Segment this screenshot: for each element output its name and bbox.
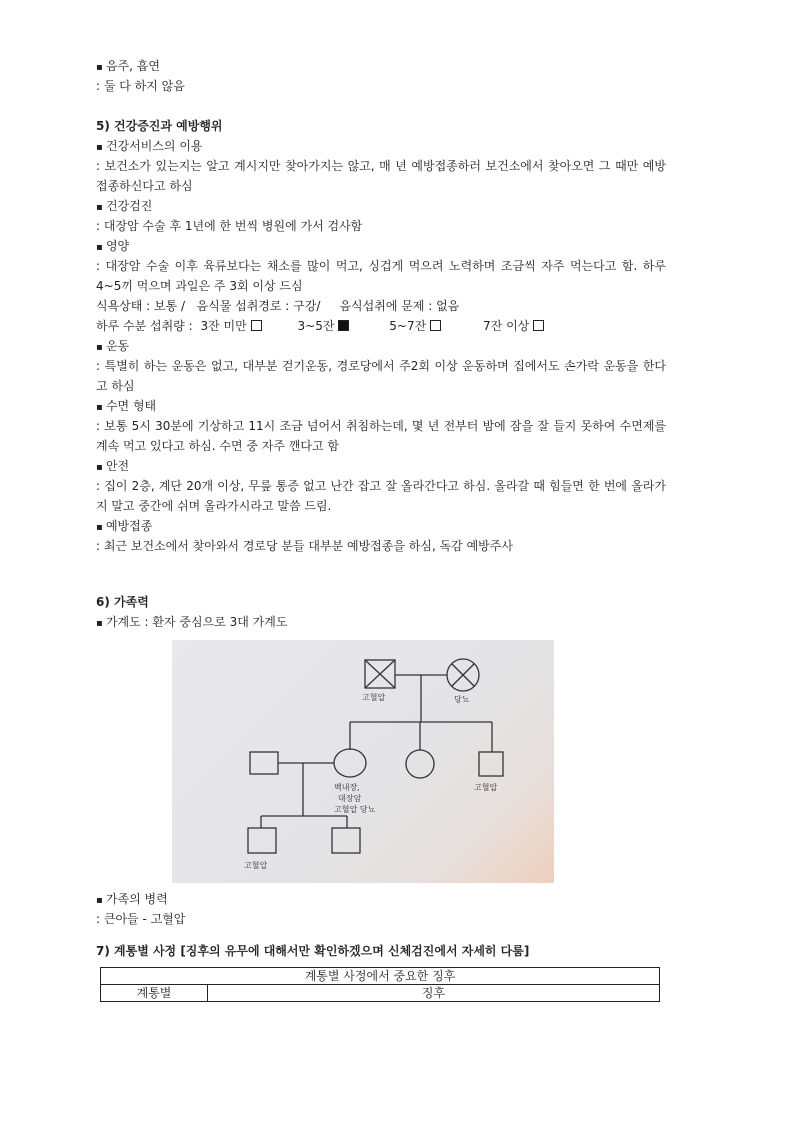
vaccine-label: ▪ 예방접종: [96, 516, 666, 536]
checkbox-icon: [430, 320, 441, 331]
checkup-label: ▪ 건강검진: [96, 196, 666, 216]
checkup-text: : 대장암 수술 후 1년에 한 번씩 병원에 가서 검사함: [96, 219, 363, 233]
water-option-1: [200, 319, 261, 333]
nutrition-text: : 대장암 수술 이후 육류보다는 채소를 많이 먹고, 싱겁게 먹으려 노력하며 조금씩 자주 먹는다고 함. 하루 4~5끼 먹으며 과일은 주 3회 이상 드심: [96, 259, 666, 293]
brother-symbol: [479, 752, 503, 776]
health-service-text: : 보건소가 있는지는 알고 계시지만 찾아가지는 않고, 매 년 예방접종하러 보건소에서 찾아오면 그 때만 예방접종하신다고 하심: [96, 159, 666, 193]
genogram-drawing: [172, 640, 554, 883]
sister-symbol: [406, 750, 434, 778]
water-intake-line: [96, 316, 666, 336]
family-history-label: ▪ 가족의 병력: [96, 889, 666, 909]
water-option-text: 7잔 이상: [483, 319, 530, 333]
checked-box-icon: [338, 320, 349, 331]
genogram-label: ▪ 가계도 : 환자 중심으로 3대 가계도: [96, 612, 666, 632]
section-5-title: 5) 건강증진과 예방행위: [96, 119, 223, 133]
health-service-label: ▪ 건강서비스의 이용: [96, 136, 666, 156]
exercise-label: ▪ 운동: [96, 336, 666, 356]
safety-label: ▪ 안전: [96, 456, 666, 476]
grandfather-note: 고혈압: [362, 693, 386, 702]
water-intake-label: 하루 수분 섭취량 :: [96, 319, 193, 333]
checkbox-icon: [533, 320, 544, 331]
water-option-3: [389, 319, 441, 333]
sleep-label: ▪ 수면 형태: [96, 396, 666, 416]
systems-table: [100, 967, 660, 1002]
water-option-text: 5~7잔: [389, 319, 427, 333]
patient-note-1: 백내장,: [334, 783, 360, 792]
husband-symbol: [250, 752, 278, 774]
drink-smoke-label: ▪ 음주, 흡연: [96, 56, 666, 76]
document-page: [96, 56, 666, 1002]
drink-smoke-text: : 둘 다 하지 않음: [96, 79, 185, 93]
water-option-2: [298, 319, 350, 333]
son-note: 고혈압: [244, 861, 268, 870]
nutrition-label: ▪ 영양: [96, 236, 666, 256]
patient-note-3: 고혈압 당뇨: [334, 805, 376, 814]
vaccine-text: : 최근 보건소에서 찾아와서 경로당 분들 대부분 예방접종을 하심, 독감 예방주사: [96, 539, 513, 553]
section-6-title: 6) 가족력: [96, 595, 149, 609]
patient-note-2: 대장암: [338, 794, 362, 803]
patient-symbol: [334, 749, 366, 777]
brother-note: 고혈압: [474, 783, 498, 792]
safety-text: : 집이 2층, 계단 20개 이상, 무릎 통증 없고 난간 잡고 잘 올라간다고 하심. 올라갈 때 힘들면 한 번에 올라가지 말고 중간에 쉬며 올라가시라고 말씀 드림.: [96, 479, 666, 513]
systems-table-title: 계통별 사정에서 중요한 징후: [101, 968, 660, 985]
sleep-text: : 보통 5시 30분에 기상하고 11시 조금 넘어서 취침하는데, 몇 년 전부터 밤에 잠을 잘 들지 못하여 수면제를 계속 먹고 있다고 하심. 수면 중 자주 깬다고 함: [96, 419, 666, 453]
family-history-text: : 큰아들 - 고혈압: [96, 912, 186, 926]
water-option-4: [483, 319, 544, 333]
exercise-text: : 특별히 하는 운동은 없고, 대부분 걷기운동, 경로당에서 주2회 이상 운동하며 집에서도 손가락 운동을 한다고 하심: [96, 359, 666, 393]
child-symbol: [332, 828, 360, 853]
genogram-photo: [172, 640, 554, 883]
section-7-title: 7) 계통별 사정 [징후의 유무에 대해서만 확인하겠으며 신체검진에서 자세히 다룸]: [96, 944, 530, 958]
appetite-line: 식욕상태 : 보통 / 음식물 섭취경로 : 구강/ 음식섭취에 문제 : 없음: [96, 299, 460, 313]
signs-col-header: 징후: [208, 985, 660, 1002]
grandmother-note: 당뇨: [454, 695, 470, 704]
water-option-text: 3~5잔: [297, 319, 335, 333]
son-symbol: [248, 828, 276, 853]
checkbox-icon: [251, 320, 262, 331]
water-option-text: 3잔 미만: [200, 319, 247, 333]
systems-col-header: 계통별: [101, 985, 208, 1002]
